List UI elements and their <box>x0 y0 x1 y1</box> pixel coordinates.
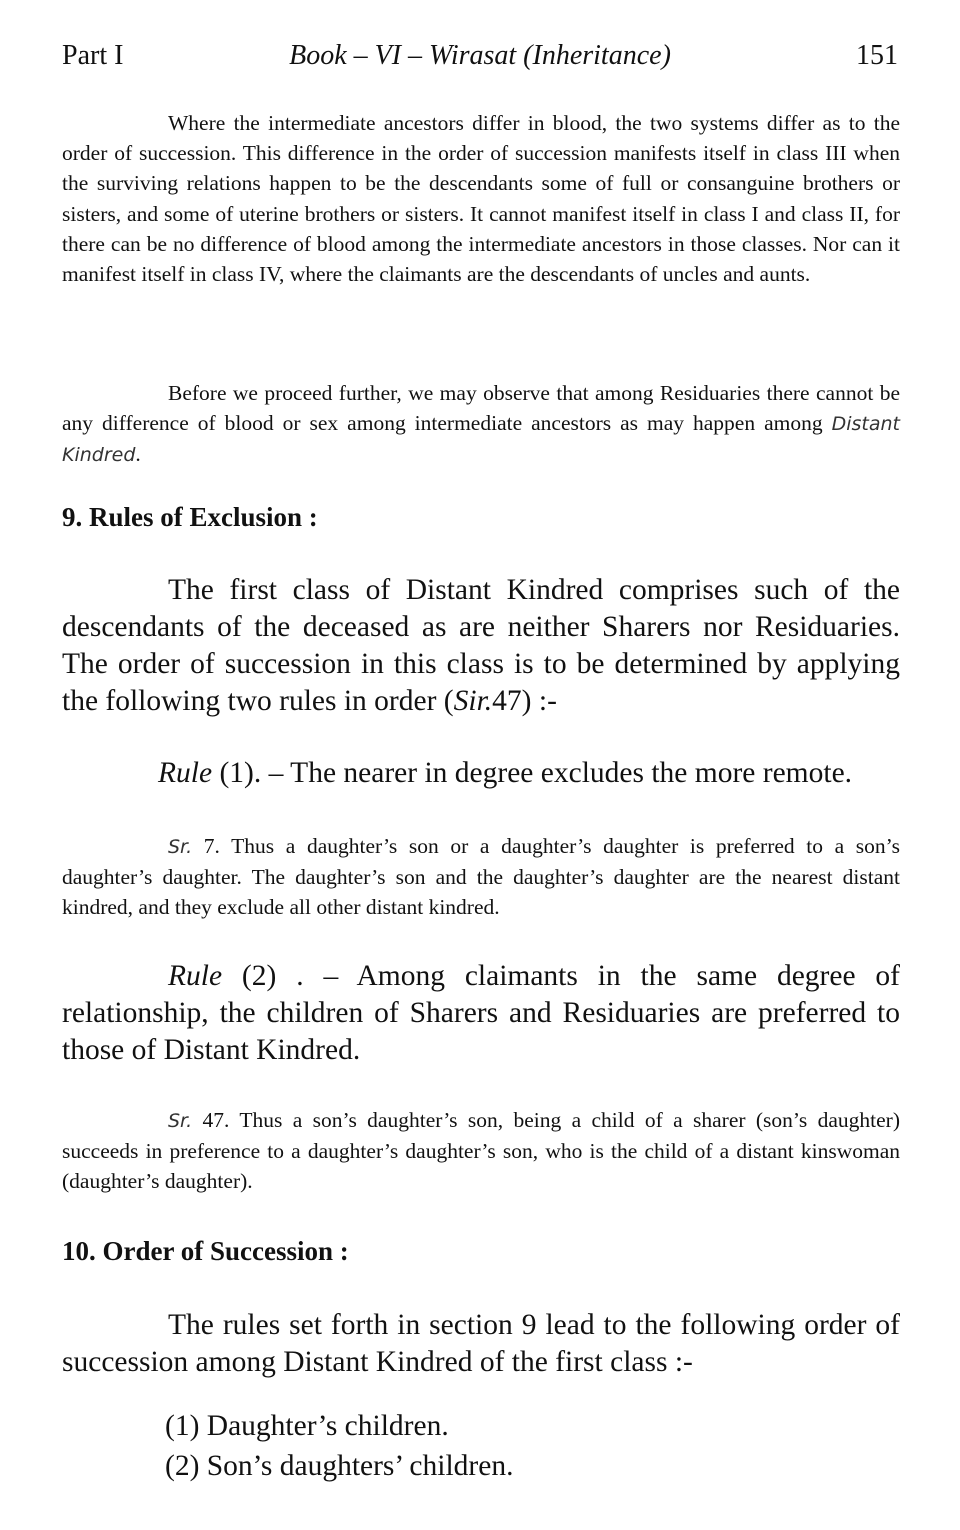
list-item: (2) Son’s daughters’ children. <box>165 1450 514 1482</box>
paragraph-first-class: The first class of Distant Kindred comprises such of the descendants of the deceased as are neither Sharers nor Residuaries. The order of succession in this class is to be determined by applying the following two rules in order (Sir.47) :- <box>62 574 900 717</box>
note-sir-7: Sr. 7. Thus a daughter’s son or a daughter’s daughter is preferred to a son’s daughter’s daughter. The daughter’s son and the daughter’s daughter are the nearest distant kindred, and they exclude all other distant kindred. <box>62 834 900 920</box>
running-header <box>62 40 898 84</box>
heading-order-of-succession: 10. Order of Succession : <box>62 1236 349 1266</box>
list-item: (1) Daughter’s children. <box>165 1410 449 1442</box>
rule-2: Rule (2) . – Among claimants in the same degree of relationship, the children of Sharers and Residuaries are preferred to those of Distant Kindred. <box>62 960 900 1066</box>
distant-kindred-italic: Distant Kindred <box>62 413 901 467</box>
paragraph-residuaries: Before we proceed further, we may observe that among Residuaries there cannot be any difference of blood or sex among intermediate ancestors as may happen among Distant Kindred. <box>62 381 901 467</box>
paragraph-rules-set-forth: The rules set forth in section 9 lead to the following order of succession among Distant Kindred of the first class :- <box>62 1309 900 1378</box>
note-sir-47: Sr. 47. Thus a son’s daughter’s son, being a child of a sharer (son’s daughter) succeeds in preference to a daughter’s daughter’s son, who is the child of a distant kinswoman (daughter’s daughter). <box>62 1108 900 1194</box>
header-part: Part I <box>62 40 124 71</box>
paragraph-intermediate-ancestors: Where the intermediate ancestors differ in blood, the two systems differ as to the order of succession. This difference in the order of succession manifests itself in class III when the surviving relations happen to be the descendants some of full or consanguine brothers or sisters, and some of uterine brothers or sisters. It cannot manifest itself in class I and class II, for there can be no difference of blood among the intermediate ancestors in those classes. Nor can it manifest itself in class IV, where the claimants are the descendants of uncles and aunts. <box>62 111 900 287</box>
page-number: 151 <box>856 40 898 71</box>
heading-rules-of-exclusion: 9. Rules of Exclusion : <box>62 502 318 532</box>
rule-1: Rule (1). – The nearer in degree excludes the more remote. <box>158 757 853 789</box>
header-title: Book – VI – Wirasat (Inheritance) <box>289 40 671 71</box>
